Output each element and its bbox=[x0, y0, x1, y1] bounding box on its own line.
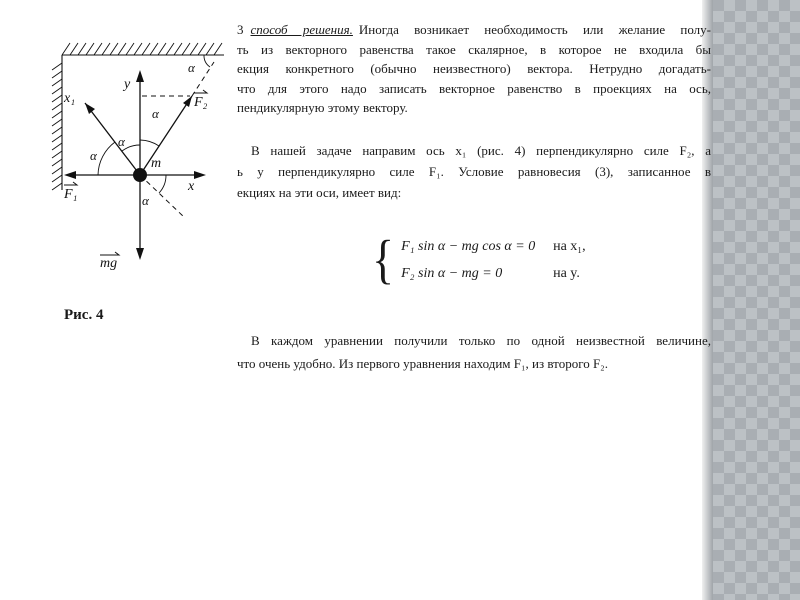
text-line: пендикулярную этому вектору. bbox=[237, 100, 408, 115]
force-f2-label: F₂ bbox=[194, 95, 208, 110]
figure-force-diagram bbox=[38, 26, 248, 326]
equation-column bbox=[401, 233, 586, 287]
alpha-label-top: α bbox=[188, 60, 195, 75]
axis-x1-arrowhead bbox=[85, 103, 95, 114]
axis-x1-label: x₁ bbox=[64, 91, 76, 106]
axis-y-label: y bbox=[124, 77, 131, 92]
text-line: что очень удобно. Из первого уравнения находим F₁, из второго F₂. bbox=[237, 355, 608, 371]
equation-x1-axis: на x₁, bbox=[553, 239, 586, 254]
solution-paragraph-1 bbox=[237, 20, 711, 118]
weight-mg-label: mg bbox=[100, 256, 118, 271]
text-line bbox=[237, 20, 711, 40]
axis-y-arrowhead bbox=[136, 70, 144, 82]
arc-y-f2 bbox=[140, 140, 159, 146]
mass-label: m bbox=[151, 156, 162, 171]
wall-ceiling bbox=[52, 43, 224, 190]
f1-overbar bbox=[64, 182, 77, 185]
equation-row bbox=[401, 260, 586, 287]
vectors bbox=[64, 70, 206, 260]
method-heading: способ решения. bbox=[250, 22, 353, 37]
alpha-label-x-dashed: α bbox=[142, 193, 149, 208]
ceiling-hatching bbox=[62, 43, 222, 55]
equation-row bbox=[401, 233, 586, 260]
wall-hatching bbox=[52, 63, 62, 190]
figure-caption: Рис. 4 bbox=[64, 307, 104, 323]
text-line: В каждом уравнении получили только по одной неизвестной величине, bbox=[251, 333, 711, 348]
solution-paragraph-3 bbox=[237, 330, 711, 375]
axis-x1 bbox=[85, 103, 140, 175]
diamond-pattern-strip bbox=[713, 0, 800, 600]
alpha-label-y-f2: α bbox=[152, 106, 159, 121]
equation-y-axis: на y. bbox=[553, 266, 580, 281]
construction-lines bbox=[140, 62, 214, 218]
equation-x1: F₁ sin α − mg cos α = 0 bbox=[401, 239, 536, 254]
force-f1-arrowhead bbox=[64, 171, 76, 179]
weight-mg-arrowhead bbox=[136, 248, 144, 260]
axis-x-arrowhead bbox=[194, 171, 206, 179]
force-f2-vector bbox=[140, 96, 192, 175]
axis-x-label: x bbox=[188, 179, 195, 194]
mg-overbar bbox=[100, 252, 119, 255]
equation-y: F₂ sin α − mg = 0 bbox=[401, 266, 503, 281]
force-f2-arrowhead bbox=[183, 96, 192, 107]
f2-extension-dashed bbox=[192, 62, 214, 96]
arc-ceiling-f2 bbox=[204, 55, 210, 67]
method-number: 3 bbox=[237, 22, 244, 37]
angle-arcs bbox=[98, 55, 210, 193]
text-line: ть из векторного равенства такое скалярное, в которое не входила бы bbox=[237, 41, 711, 57]
alpha-label-x1-y: α bbox=[118, 134, 125, 149]
force-f1-label: F₁ bbox=[64, 187, 78, 202]
equation-system bbox=[372, 229, 586, 290]
text-line: ь y перпендикулярно силе F₁. Условие равновесия (3), записанное в bbox=[237, 164, 711, 179]
system-brace: { bbox=[372, 229, 395, 290]
alpha-label-f1-x1: α bbox=[90, 148, 97, 163]
solution-paragraph-2 bbox=[237, 140, 711, 203]
text-line: екция конкретного (обычно неизвестного) вектора. Нетрудно догадать- bbox=[237, 61, 711, 76]
arc-f1-x1 bbox=[98, 142, 115, 175]
arc-x-dashed bbox=[159, 175, 166, 193]
text-line: екциях на эти оси, имеет вид: bbox=[237, 185, 402, 200]
text-run: Иногда возникает необходимость или желание полу- bbox=[358, 22, 711, 37]
f2-overbar bbox=[194, 90, 207, 93]
text-line: В нашей задаче направим ось x₁ (рис. 4) перпендикулярно силе F₂, а bbox=[251, 143, 711, 158]
text-line: что для этого надо записать векторное равенство в проекциях на ось, bbox=[237, 80, 711, 96]
mass-dot bbox=[133, 168, 147, 182]
